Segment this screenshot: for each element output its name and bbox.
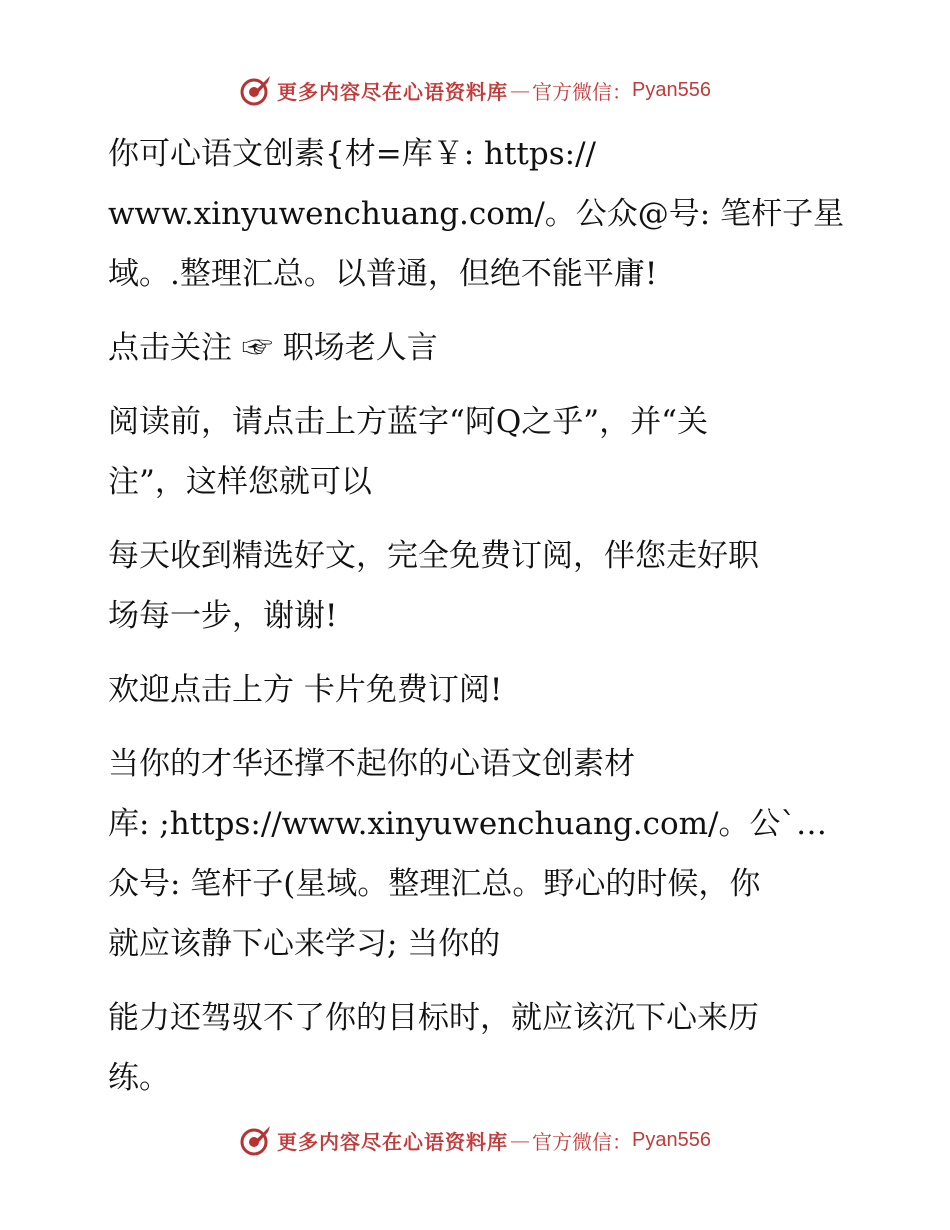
text-line: 欢迎点击上方 卡片免费订阅! xyxy=(108,672,503,708)
quill-seal-icon xyxy=(239,73,273,107)
text-line: 练。 xyxy=(108,1060,170,1096)
text-line: 当你的才华还撑不起你的心语文创素材 xyxy=(108,746,635,782)
banner-wechat-label: 官方微信： xyxy=(532,79,633,104)
text-line: 能力还驾驭不了你的目标时，就应该沉下心来历 xyxy=(108,1000,759,1036)
paragraph-3 xyxy=(96,392,856,512)
document-body xyxy=(96,124,856,1122)
footer-watermark-banner xyxy=(0,1120,950,1160)
text-line: www.xinyuwenchuang.com/。公众@号: 笔杆子星 xyxy=(108,196,845,232)
text-line: 就应该静下心来学习; 当你的 xyxy=(108,926,501,962)
text-line: 场每一步，谢谢! xyxy=(108,598,338,634)
text-line: 注”，这样您就可以 xyxy=(108,464,372,500)
paragraph-7 xyxy=(96,988,856,1108)
text-line: 库: ;https://www.xinyuwenchuang.com/。公`… xyxy=(108,806,827,842)
text-line: 众号: 笔杆子(星域。整理汇总。野心的时候，你 xyxy=(108,866,761,902)
paragraph-5 xyxy=(96,660,856,720)
quill-seal-icon xyxy=(239,1123,273,1157)
banner-brand-text: 更多内容尽在心语资料库 xyxy=(277,1129,509,1154)
banner-separator: — xyxy=(510,1128,531,1152)
text-line: 阅读前，请点击上方蓝字“阿Q之乎”，并“关 xyxy=(108,404,708,440)
banner-wechat-label: 官方微信： xyxy=(532,1129,633,1154)
banner-wechat-id: Pyan556 xyxy=(632,78,711,101)
text-line: 你可心语文创素{材=库￥: https:// xyxy=(108,136,596,172)
banner-brand-text: 更多内容尽在心语资料库 xyxy=(277,79,509,104)
paragraph-4 xyxy=(96,526,856,646)
banner-wechat-id: Pyan556 xyxy=(632,1128,711,1151)
text-line: 每天收到精选好文，完全免费订阅，伴您走好职 xyxy=(108,538,759,574)
header-watermark-banner xyxy=(0,70,950,110)
text-line: 点击关注 ☞ 职场老人言 xyxy=(108,330,438,366)
paragraph-6 xyxy=(96,734,856,974)
banner-separator: — xyxy=(510,78,531,102)
text-line: 域。.整理汇总。以普通，但绝不能平庸! xyxy=(108,256,658,292)
paragraph-1 xyxy=(96,124,856,304)
paragraph-follow xyxy=(96,318,856,378)
